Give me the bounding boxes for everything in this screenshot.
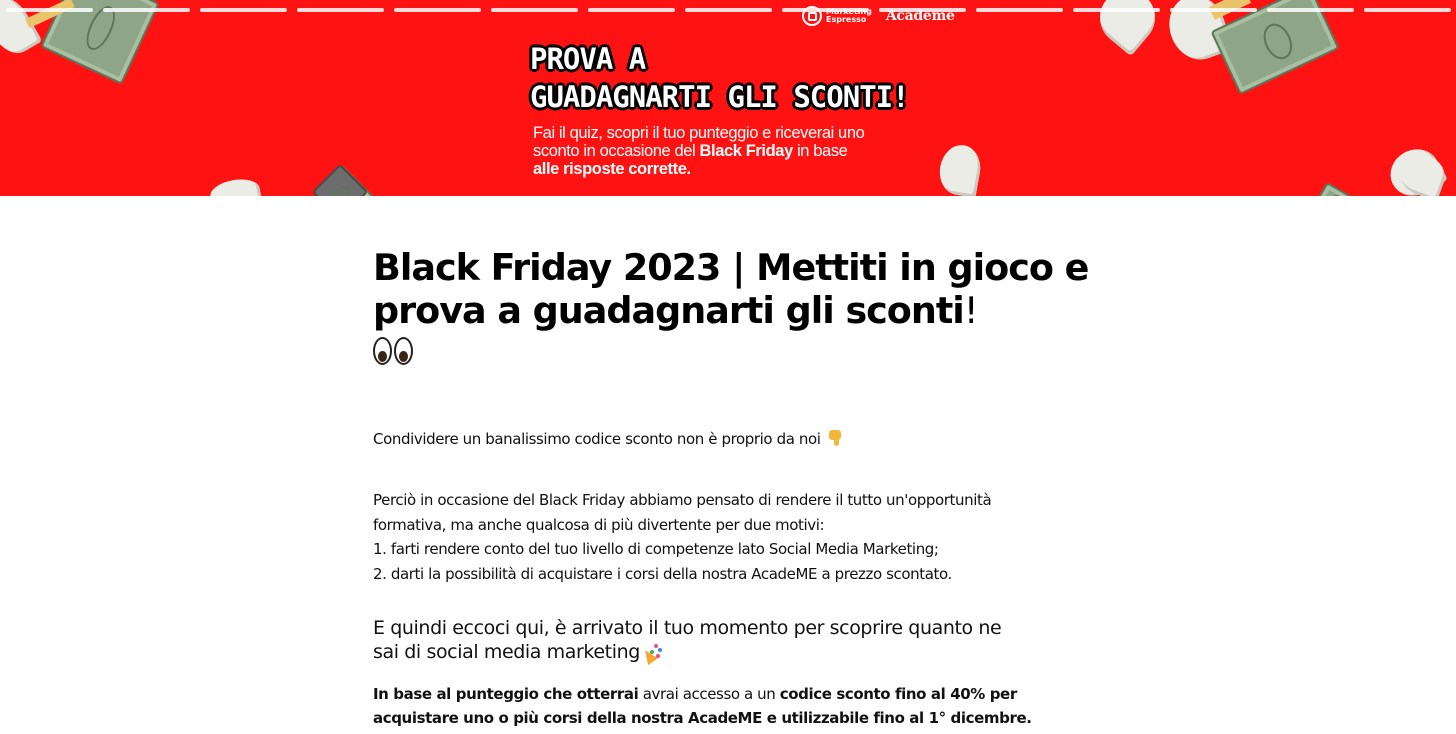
- reasons-line-3: 1. farti rendere conto del tuo livello di competenze lato Social Media Marketing;: [373, 540, 939, 558]
- party-popper-icon: [642, 643, 660, 661]
- hero-subtitle-bold-1: Black Friday: [699, 142, 793, 160]
- story-progress-segment: [103, 8, 190, 12]
- story-progress-segment: [976, 8, 1063, 12]
- hero-banner: [0, 0, 1456, 196]
- reasons-paragraph: [373, 488, 1093, 586]
- reasons-line-1: Perciò in occasione del Black Friday abbiamo pensato di rendere il tutto un'opportunità: [373, 491, 992, 509]
- story-progress-segment: [6, 8, 93, 12]
- story-progress-segment: [297, 8, 384, 12]
- eyes-icon: [373, 335, 417, 369]
- discount-text-1: avrai accesso a un: [638, 685, 780, 703]
- reasons-line-2: formativa, ma anche qualcosa di più divertente per due motivi:: [373, 515, 825, 534]
- story-progress-segment: [685, 8, 772, 12]
- academe-logo: Academe: [885, 8, 955, 24]
- brand-logos: [802, 4, 955, 28]
- story-progress-segment: [200, 8, 287, 12]
- story-progress-segment: [1073, 8, 1160, 12]
- hero-title: [530, 40, 950, 116]
- marketing-espresso-icon: [802, 6, 822, 26]
- money-stack-decoration-far-bottom-right: [1400, 150, 1456, 196]
- hero-subtitle-text-1: Fai il quiz, scopri il tuo punteggio e riceverai uno sconto in occasione del: [533, 124, 865, 160]
- lead-line-2: sai di social media marketing: [373, 641, 640, 663]
- hero-title-line-1: PROVA A: [530, 42, 646, 76]
- story-progress-segment: [1364, 8, 1451, 12]
- discount-bold-3: acquistare uno o più corsi della nostra AcadeME e utilizzabile fino al 1° dicembre.: [373, 709, 1032, 727]
- article-title-text: Black Friday 2023 | Mettiti in gioco e prova a guadagnarti gli sconti: [373, 246, 1089, 332]
- hero-subtitle: [533, 124, 913, 178]
- wings-decoration-center-right: [930, 140, 1000, 196]
- thumbs-down-icon: [827, 429, 845, 447]
- reasons-line-4: 2. darti la possibilità di acquistare i corsi della nostra AcadeME a prezzo scontato.: [373, 564, 952, 583]
- marketing-espresso-label: Marketing Espresso: [826, 7, 872, 24]
- marketing-espresso-logo: [802, 6, 872, 26]
- money-stack-decoration-bottom-center: [320, 172, 370, 196]
- intro-text: Condividere un banalissimo codice sconto non è proprio da noi: [373, 430, 821, 448]
- discount-bold-1: In base al punteggio che otterrai: [373, 685, 639, 703]
- hero-title-line-2: GUADAGNARTI GLI SCONTI!: [530, 80, 909, 114]
- article-title-exclaim: !: [963, 289, 978, 332]
- discount-paragraph: [373, 682, 1093, 730]
- money-stack-decoration-top-right: [1090, 0, 1340, 100]
- story-progress-bar: [0, 8, 1456, 12]
- story-progress-segment: [394, 8, 481, 12]
- story-progress-segment: [1170, 8, 1257, 12]
- lead-line-1: E quindi eccoci qui, è arrivato il tuo momento per scoprire quanto ne: [373, 617, 1002, 639]
- money-stack-decoration-bottom-left: [200, 170, 400, 196]
- story-progress-segment: [491, 8, 578, 12]
- story-progress-segment: [1267, 8, 1354, 12]
- story-progress-segment: [588, 8, 675, 12]
- intro-paragraph: [373, 427, 1093, 452]
- hero-subtitle-bold-2: alle risposte corrette.: [533, 160, 691, 178]
- lead-paragraph: [373, 616, 1093, 664]
- hero-subtitle-text-2: in base: [792, 142, 848, 160]
- discount-bold-2: codice sconto fino al 40% per: [779, 685, 1017, 703]
- article-title: [373, 246, 1093, 369]
